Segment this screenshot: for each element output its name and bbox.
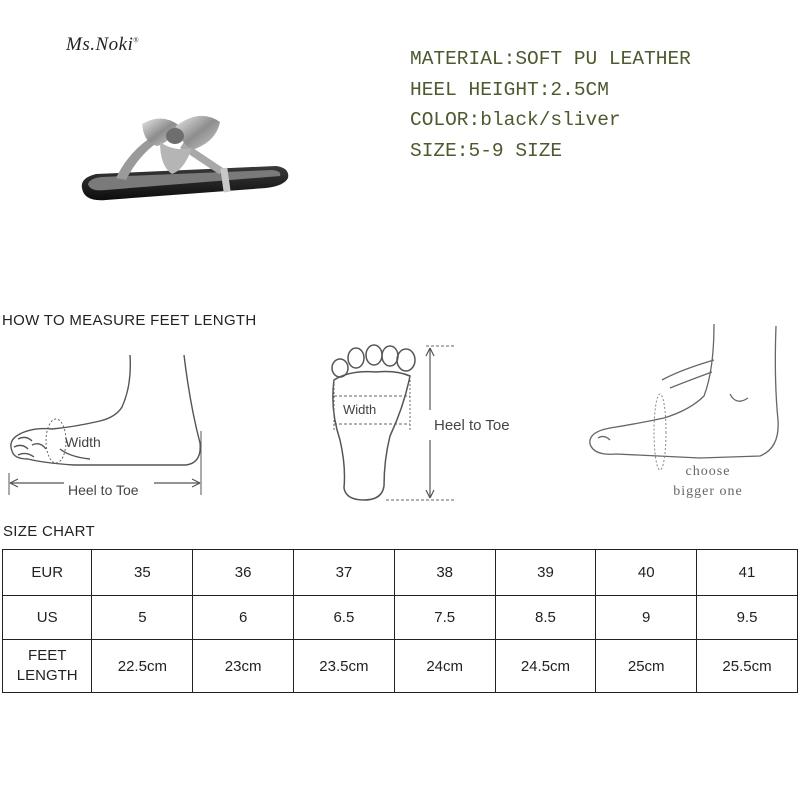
row-label-us: US	[3, 596, 92, 640]
measure-heading: HOW TO MEASURE FEET LENGTH	[2, 312, 257, 329]
table-cell: 7.5	[394, 596, 495, 640]
sandal-product-image	[76, 108, 294, 210]
table-cell: 40	[596, 550, 697, 596]
size-chart-table	[2, 549, 798, 693]
side-width-label: Width	[65, 434, 101, 450]
side-length-label: Heel to Toe	[68, 482, 139, 498]
spec-color: COLOR:black/sliver	[410, 109, 621, 131]
brand-logo	[66, 34, 139, 56]
bigger-one-text: bigger one	[673, 484, 743, 499]
table-cell: 23.5cm	[293, 640, 394, 693]
row-label-line2: LENGTH	[16, 667, 78, 684]
table-cell: 24cm	[394, 640, 495, 693]
table-cell: 8.5	[495, 596, 596, 640]
table-cell: 35	[92, 550, 193, 596]
table-cell: 25.5cm	[697, 640, 798, 693]
table-row-feet-length	[3, 640, 798, 693]
table-cell: 22.5cm	[92, 640, 193, 693]
table-cell: 23cm	[193, 640, 294, 693]
row-label-eur: EUR	[3, 550, 92, 596]
row-label-line1: FEET	[28, 647, 67, 664]
table-cell: 41	[697, 550, 798, 596]
registered-mark: ®	[133, 36, 140, 45]
table-row-us	[3, 596, 798, 640]
table-cell: 39	[495, 550, 596, 596]
sole-length-label: Heel to Toe	[434, 417, 510, 434]
size-chart-heading: SIZE CHART	[3, 523, 95, 540]
brand-name: Ms.Noki	[66, 34, 134, 55]
spec-heel-height: HEEL HEIGHT:2.5CM	[410, 78, 609, 101]
spec-material: MATERIAL:SOFT PU LEATHER	[410, 48, 691, 70]
choose-text: choose	[685, 464, 731, 479]
table-cell: 9	[596, 596, 697, 640]
sole-width-label: Width	[343, 402, 377, 417]
table-cell: 9.5	[697, 596, 798, 640]
table-cell: 36	[193, 550, 294, 596]
table-cell: 6.5	[293, 596, 394, 640]
table-cell: 5	[92, 596, 193, 640]
table-cell: 6	[193, 596, 294, 640]
table-cell: 37	[293, 550, 394, 596]
product-specs	[410, 44, 691, 166]
table-cell: 38	[394, 550, 495, 596]
row-label-feet-length	[3, 640, 92, 693]
table-cell: 24.5cm	[495, 640, 596, 693]
table-row-eur	[3, 550, 798, 596]
table-cell: 25cm	[596, 640, 697, 693]
spec-size: SIZE:5-9 SIZE	[410, 139, 563, 162]
choose-bigger-diagram	[580, 320, 790, 470]
